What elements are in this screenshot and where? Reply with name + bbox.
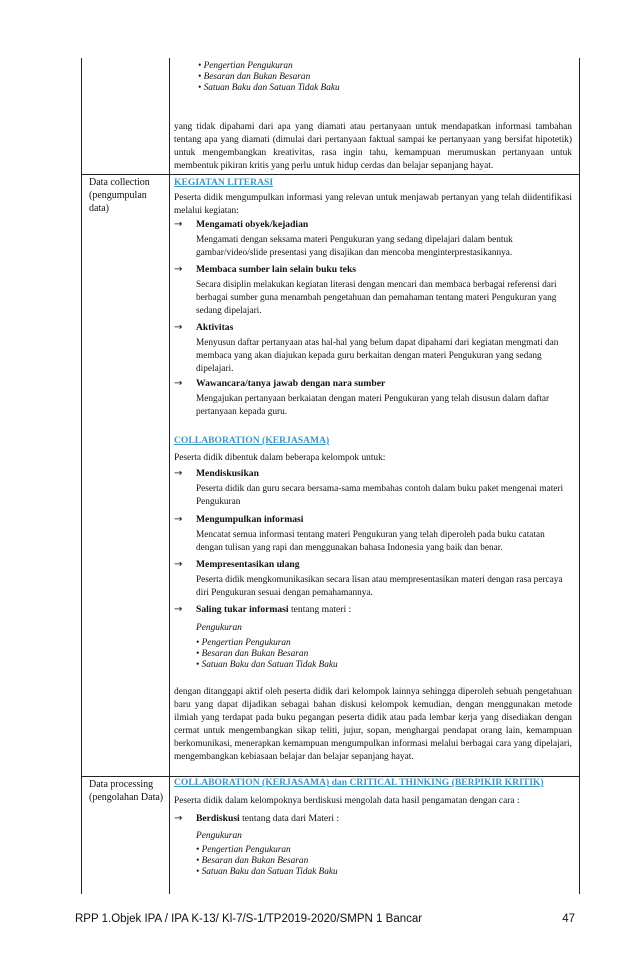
literasi-item-membaca [174,264,356,276]
item-title-rest: tentang materi : [288,604,352,615]
closing-paragraph: dengan ditanggapi aktif oleh peserta didik dari kelompok lainnya sehingga diperoleh sebuah pengetahuan baru yang dapat dijadikan sebagai bahan diskusi kelompok kemudian, dengan menggunakan metode ilmiah yang terdapat pada buku pegangan peserta didik atau pada lembar kerja yang disediakan dengan cermat untuk mengembangkan sikap teliti, jujur, sopan, menghargai pendapat orang lain, kemampuan berkomunikasi, menerapkan kemampuan mengumpulkan informasi melalui berbagai cara yang dipelajari, mengembangkan kebiasaan belajar dan belajar sepanjang hayat. [174,687,572,762]
item-title: Saling tukar informasi [196,604,289,615]
arrow-icon: → [174,264,183,275]
literasi-item-wawancara [174,378,385,390]
item-title: Membaca sumber lain selain buku teks [196,264,357,275]
page-number: 47 [562,913,575,925]
bullet-item: • Satuan Baku dan Satuan Tidak Baku [196,867,338,877]
item-title: Berdiskusi [196,813,240,824]
item-title: Mengumpulkan informasi [196,514,304,525]
bullet-item: • Pengertian Pengukuran [198,61,293,71]
collab-item-saling-tukar [174,604,351,616]
arrow-icon: → [174,604,183,615]
bullet-item: • Satuan Baku dan Satuan Tidak Baku [198,83,340,93]
collab-item-mendiskusikan [174,468,259,480]
row-label-data-processing: Data processing (pengolahan Data) [89,779,164,803]
item-description: Mengamati dengan seksama materi Pengukuran yang sedang dipelajari dalam bentuk gambar/video/slide presentasi yang disajikan dan mencoba menginterprestasikannya. [196,235,513,258]
processing-item-berdiskusi [174,813,339,825]
item-description: Secara disiplin melakukan kegiatan literasi dengan mencari dan membaca berbagai referensi dari berbagai sumber guna menambah pengetahuan dan pemahaman tentang materi Pengukuran yang sedang dipelajari. [196,280,557,316]
item-title: Mengamati obyek/kejadian [196,219,309,230]
arrow-icon: → [174,813,183,824]
bullet-item: • Satuan Baku dan Satuan Tidak Baku [196,660,338,670]
item-title-rest: tentang data dari Materi : [239,813,340,824]
item-title: Mempresentasikan ulang [196,559,300,570]
item-description: Peserta didik dan guru secara bersama-sama membahas contoh dalam buku paket mengenai materi Pengukuran [196,484,564,507]
topic-label: Pengukuran [196,623,242,633]
column-divider [169,58,170,894]
row-label-data-collection: Data collection (pengumpulan data) [89,177,150,214]
topic-bullet-list [198,61,340,94]
bullet-item: • Pengertian Pengukuran [196,638,291,648]
item-description: Menyusun daftar pertanyaan atas hal-hal yang belum dapat dipahami dari kegiatan mengmati dan membaca yang akan diajukan kepada guru berkaitan dengan materi Pengukuran yang sedang dipelajari. [196,338,559,374]
collab-item-mempresentasikan [174,559,300,571]
footer-text: RPP 1.Objek IPA / IPA K-13/ Kl-7/S-1/TP2019-2020/SMPN 1 Bancar [75,913,423,925]
lesson-plan-table [81,58,580,894]
item-description: Peserta didik mengkomunikasikan secara lisan atau mempresentasikan materi dengan rasa percaya diri Pengukuran sesuai dengan pemahamannya. [196,575,563,598]
item-title: Mendiskusikan [196,468,259,479]
intro-paragraph: yang tidak dipahami dari apa yang diamati atau pertanyaan untuk mendapatkan informasi tambahan tentang apa yang diamati (dimulai dari pertanyaan faktual sampai ke pertanyaan yang bersifat hipotetik) untuk mengembangkan kreativitas, rasa ingin tahu, kemampuan merumuskan pertanyaan untuk membentuk pikiran kritis yang perlu untuk hidup cerdas dan belajar sepanjang hayat. [174,122,572,171]
bullet-item: • Besaran dan Bukan Besaran [196,649,309,659]
processing-intro: Peserta didik dalam kelompoknya berdiskusi mengolah data hasil pengamatan dengan cara : [174,796,520,806]
arrow-icon: → [174,559,183,570]
literasi-intro: Peserta didik mengumpulkan informasi yang relevan untuk menjawab pertanyan yang telah diidentifikasi melalui kegiatan: [174,193,572,216]
arrow-icon: → [174,378,183,389]
bullet-item: • Besaran dan Bukan Besaran [198,72,311,82]
topic-label: Pengukuran [196,831,242,841]
item-title: Aktivitas [196,322,234,333]
bullet-item: • Besaran dan Bukan Besaran [196,856,309,866]
arrow-icon: → [174,219,183,230]
literasi-item-aktivitas [174,322,233,334]
arrow-icon: → [174,514,183,525]
literasi-item-mengamati [174,219,308,231]
item-description: Mencatat semua informasi tentang materi Pengukuran yang telah diperoleh pada buku catatan dengan tulisan yang rapi dan menggunakan bahasa Indonesia yang baik dan benar. [196,530,545,553]
row-divider [82,174,579,175]
section-title-literasi: KEGIATAN LITERASI [174,177,274,188]
item-title: Wawancara/tanya jawab dengan nara sumber [196,378,386,389]
collaboration-intro: Peserta didik dibentuk dalam beberapa kelompok untuk: [174,453,386,463]
section-title-collaboration: COLLABORATION (KERJASAMA) [174,435,330,446]
arrow-icon: → [174,468,183,479]
topic-bullet-list [196,845,338,878]
bullet-item: • Pengertian Pengukuran [196,845,291,855]
collab-item-mengumpulkan [174,514,303,526]
topic-bullet-list [196,638,338,671]
section-title-critical-thinking: COLLABORATION (KERJASAMA) dan CRITICAL THINKING (BERPIKIR KRITIK) [174,777,544,788]
item-description: Mengajukan pertanyaan berkaiatan dengan materi Pengukuran yang telah disusun dalam daftar pertanyaan kepada guru. [196,394,550,417]
arrow-icon: → [174,322,183,333]
